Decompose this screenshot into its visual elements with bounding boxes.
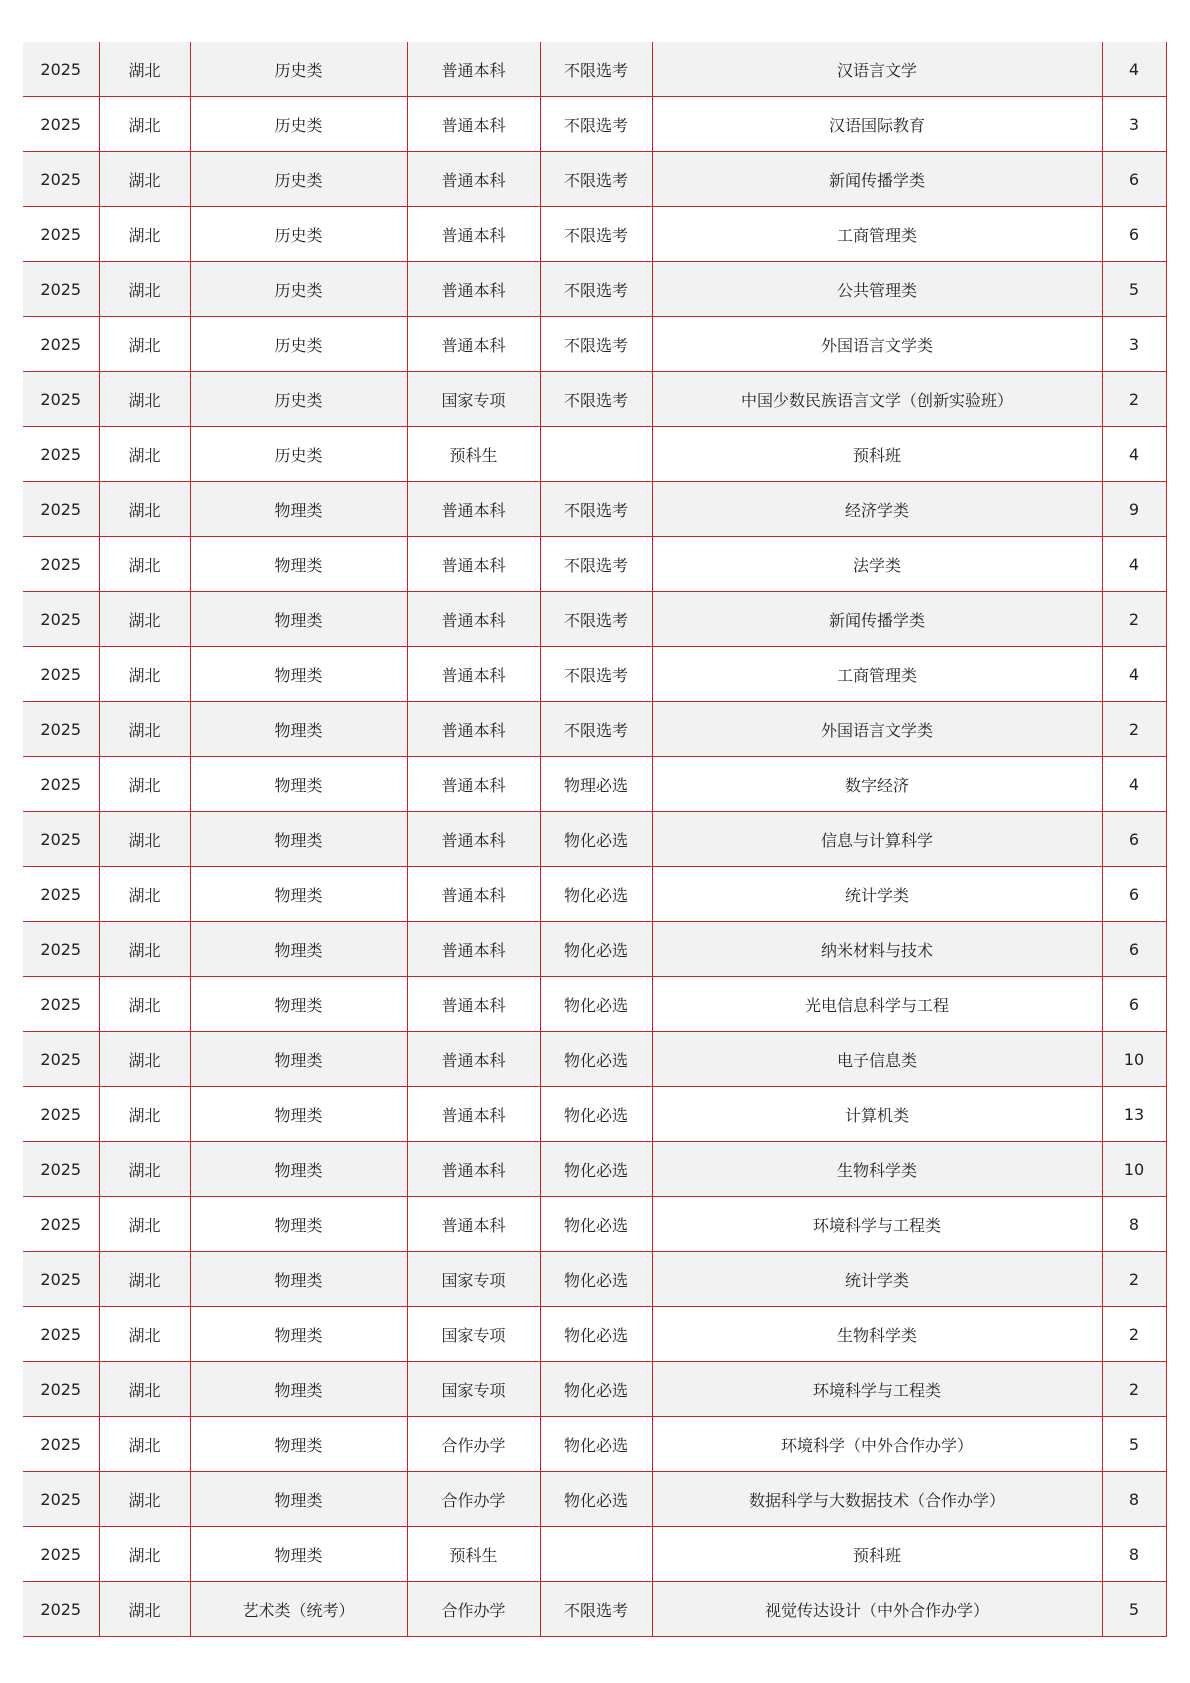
table-row (23, 1307, 1166, 1362)
plan-count-cell: 5 (1102, 262, 1166, 317)
subject-requirement-cell: 不限选考 (540, 152, 652, 207)
batch-type-cell: 普通本科 (407, 977, 540, 1032)
batch-type-cell: 国家专项 (407, 1307, 540, 1362)
year-cell: 2025 (23, 207, 99, 262)
table-row (23, 427, 1166, 482)
province-cell: 湖北 (99, 702, 190, 757)
subject-category-cell: 历史类 (190, 42, 407, 97)
table-row (23, 812, 1166, 867)
plan-count-cell: 2 (1102, 372, 1166, 427)
batch-type-cell: 国家专项 (407, 372, 540, 427)
year-cell: 2025 (23, 42, 99, 97)
admission-plan-table (23, 42, 1167, 1637)
plan-count-cell: 5 (1102, 1417, 1166, 1472)
major-cell: 电子信息类 (652, 1032, 1102, 1087)
table-row (23, 317, 1166, 372)
plan-count-cell: 13 (1102, 1087, 1166, 1142)
year-cell: 2025 (23, 1197, 99, 1252)
subject-requirement-cell: 不限选考 (540, 262, 652, 317)
province-cell: 湖北 (99, 922, 190, 977)
table-row (23, 1087, 1166, 1142)
province-cell: 湖北 (99, 1417, 190, 1472)
subject-requirement-cell (540, 427, 652, 482)
major-cell: 环境科学与工程类 (652, 1362, 1102, 1417)
plan-count-cell: 4 (1102, 537, 1166, 592)
table-row (23, 482, 1166, 537)
major-cell: 汉语言文学 (652, 42, 1102, 97)
table-row (23, 1527, 1166, 1582)
batch-type-cell: 普通本科 (407, 757, 540, 812)
subject-category-cell: 物理类 (190, 647, 407, 702)
major-cell: 计算机类 (652, 1087, 1102, 1142)
subject-requirement-cell: 不限选考 (540, 537, 652, 592)
table-row (23, 867, 1166, 922)
table-row (23, 152, 1166, 207)
province-cell: 湖北 (99, 97, 190, 152)
table-row (23, 1142, 1166, 1197)
province-cell: 湖北 (99, 152, 190, 207)
province-cell: 湖北 (99, 1307, 190, 1362)
table-row (23, 537, 1166, 592)
plan-count-cell: 3 (1102, 317, 1166, 372)
table-row (23, 1582, 1166, 1637)
plan-count-cell: 6 (1102, 977, 1166, 1032)
subject-category-cell: 物理类 (190, 1472, 407, 1527)
table-row (23, 262, 1166, 317)
plan-count-cell: 4 (1102, 427, 1166, 482)
province-cell: 湖北 (99, 867, 190, 922)
subject-requirement-cell: 物化必选 (540, 1472, 652, 1527)
subject-requirement-cell: 物化必选 (540, 867, 652, 922)
major-cell: 新闻传播学类 (652, 152, 1102, 207)
major-cell: 工商管理类 (652, 207, 1102, 262)
major-cell: 中国少数民族语言文学（创新实验班） (652, 372, 1102, 427)
subject-requirement-cell: 不限选考 (540, 647, 652, 702)
table-row (23, 1197, 1166, 1252)
year-cell: 2025 (23, 1362, 99, 1417)
table-row (23, 1472, 1166, 1527)
subject-category-cell: 物理类 (190, 1032, 407, 1087)
plan-count-cell: 4 (1102, 757, 1166, 812)
province-cell: 湖北 (99, 1252, 190, 1307)
table-row (23, 1252, 1166, 1307)
subject-category-cell: 物理类 (190, 757, 407, 812)
subject-requirement-cell: 物化必选 (540, 1197, 652, 1252)
year-cell: 2025 (23, 647, 99, 702)
major-cell: 法学类 (652, 537, 1102, 592)
subject-requirement-cell: 不限选考 (540, 1582, 652, 1637)
year-cell: 2025 (23, 372, 99, 427)
subject-requirement-cell: 物化必选 (540, 977, 652, 1032)
table-row (23, 922, 1166, 977)
province-cell: 湖北 (99, 1087, 190, 1142)
year-cell: 2025 (23, 702, 99, 757)
year-cell: 2025 (23, 262, 99, 317)
subject-category-cell: 物理类 (190, 482, 407, 537)
year-cell: 2025 (23, 1087, 99, 1142)
subject-requirement-cell: 物化必选 (540, 1032, 652, 1087)
batch-type-cell: 普通本科 (407, 1087, 540, 1142)
batch-type-cell: 普通本科 (407, 592, 540, 647)
province-cell: 湖北 (99, 482, 190, 537)
year-cell: 2025 (23, 317, 99, 372)
subject-category-cell: 历史类 (190, 372, 407, 427)
province-cell: 湖北 (99, 977, 190, 1032)
subject-requirement-cell: 不限选考 (540, 207, 652, 262)
batch-type-cell: 普通本科 (407, 42, 540, 97)
major-cell: 环境科学（中外合作办学） (652, 1417, 1102, 1472)
province-cell: 湖北 (99, 317, 190, 372)
plan-count-cell: 2 (1102, 1307, 1166, 1362)
subject-requirement-cell: 不限选考 (540, 97, 652, 152)
batch-type-cell: 普通本科 (407, 1142, 540, 1197)
subject-requirement-cell: 不限选考 (540, 42, 652, 97)
year-cell: 2025 (23, 757, 99, 812)
province-cell: 湖北 (99, 1582, 190, 1637)
subject-category-cell: 物理类 (190, 1417, 407, 1472)
year-cell: 2025 (23, 1032, 99, 1087)
batch-type-cell: 普通本科 (407, 867, 540, 922)
major-cell: 预科班 (652, 1527, 1102, 1582)
province-cell: 湖北 (99, 207, 190, 262)
year-cell: 2025 (23, 1472, 99, 1527)
major-cell: 视觉传达设计（中外合作办学） (652, 1582, 1102, 1637)
plan-count-cell: 9 (1102, 482, 1166, 537)
year-cell: 2025 (23, 1417, 99, 1472)
subject-requirement-cell: 不限选考 (540, 317, 652, 372)
batch-type-cell: 合作办学 (407, 1582, 540, 1637)
subject-category-cell: 物理类 (190, 867, 407, 922)
batch-type-cell: 国家专项 (407, 1252, 540, 1307)
table-row (23, 372, 1166, 427)
table-body (23, 42, 1166, 1637)
subject-category-cell: 物理类 (190, 1527, 407, 1582)
major-cell: 预科班 (652, 427, 1102, 482)
subject-category-cell: 物理类 (190, 537, 407, 592)
table-row (23, 702, 1166, 757)
major-cell: 环境科学与工程类 (652, 1197, 1102, 1252)
subject-category-cell: 历史类 (190, 317, 407, 372)
major-cell: 新闻传播学类 (652, 592, 1102, 647)
year-cell: 2025 (23, 152, 99, 207)
plan-count-cell: 3 (1102, 97, 1166, 152)
province-cell: 湖北 (99, 262, 190, 317)
subject-category-cell: 历史类 (190, 97, 407, 152)
subject-category-cell: 物理类 (190, 812, 407, 867)
plan-count-cell: 2 (1102, 1252, 1166, 1307)
table-row (23, 97, 1166, 152)
year-cell: 2025 (23, 1142, 99, 1197)
plan-count-cell: 5 (1102, 1582, 1166, 1637)
batch-type-cell: 普通本科 (407, 1197, 540, 1252)
year-cell: 2025 (23, 97, 99, 152)
year-cell: 2025 (23, 1252, 99, 1307)
subject-requirement-cell: 物化必选 (540, 922, 652, 977)
subject-category-cell: 物理类 (190, 1362, 407, 1417)
province-cell: 湖北 (99, 427, 190, 482)
plan-count-cell: 10 (1102, 1032, 1166, 1087)
batch-type-cell: 普通本科 (407, 1032, 540, 1087)
table-row (23, 42, 1166, 97)
year-cell: 2025 (23, 812, 99, 867)
province-cell: 湖北 (99, 42, 190, 97)
batch-type-cell: 普通本科 (407, 537, 540, 592)
subject-category-cell: 历史类 (190, 262, 407, 317)
subject-requirement-cell: 物化必选 (540, 1087, 652, 1142)
year-cell: 2025 (23, 867, 99, 922)
batch-type-cell: 普通本科 (407, 97, 540, 152)
subject-category-cell: 物理类 (190, 1307, 407, 1362)
year-cell: 2025 (23, 977, 99, 1032)
subject-requirement-cell: 物化必选 (540, 1417, 652, 1472)
batch-type-cell: 普通本科 (407, 647, 540, 702)
year-cell: 2025 (23, 537, 99, 592)
major-cell: 信息与计算科学 (652, 812, 1102, 867)
subject-category-cell: 物理类 (190, 592, 407, 647)
plan-count-cell: 6 (1102, 922, 1166, 977)
subject-category-cell: 物理类 (190, 1252, 407, 1307)
major-cell: 统计学类 (652, 1252, 1102, 1307)
plan-count-cell: 6 (1102, 152, 1166, 207)
plan-count-cell: 2 (1102, 592, 1166, 647)
batch-type-cell: 普通本科 (407, 482, 540, 537)
batch-type-cell: 预科生 (407, 1527, 540, 1582)
plan-count-cell: 6 (1102, 867, 1166, 922)
subject-requirement-cell: 不限选考 (540, 702, 652, 757)
subject-requirement-cell: 不限选考 (540, 592, 652, 647)
batch-type-cell: 合作办学 (407, 1417, 540, 1472)
subject-requirement-cell: 物化必选 (540, 812, 652, 867)
plan-count-cell: 2 (1102, 1362, 1166, 1417)
province-cell: 湖北 (99, 1197, 190, 1252)
subject-category-cell: 历史类 (190, 207, 407, 262)
major-cell: 经济学类 (652, 482, 1102, 537)
province-cell: 湖北 (99, 537, 190, 592)
subject-category-cell: 物理类 (190, 922, 407, 977)
subject-requirement-cell: 不限选考 (540, 372, 652, 427)
table-row (23, 1032, 1166, 1087)
plan-count-cell: 4 (1102, 647, 1166, 702)
subject-category-cell: 物理类 (190, 1197, 407, 1252)
table-row (23, 1417, 1166, 1472)
table-row (23, 647, 1166, 702)
year-cell: 2025 (23, 1307, 99, 1362)
major-cell: 数字经济 (652, 757, 1102, 812)
subject-requirement-cell: 物化必选 (540, 1362, 652, 1417)
major-cell: 工商管理类 (652, 647, 1102, 702)
batch-type-cell: 预科生 (407, 427, 540, 482)
subject-requirement-cell: 物化必选 (540, 1252, 652, 1307)
year-cell: 2025 (23, 592, 99, 647)
year-cell: 2025 (23, 1582, 99, 1637)
province-cell: 湖北 (99, 1032, 190, 1087)
major-cell: 外国语言文学类 (652, 317, 1102, 372)
batch-type-cell: 合作办学 (407, 1472, 540, 1527)
year-cell: 2025 (23, 922, 99, 977)
year-cell: 2025 (23, 482, 99, 537)
province-cell: 湖北 (99, 1142, 190, 1197)
batch-type-cell: 普通本科 (407, 922, 540, 977)
subject-category-cell: 物理类 (190, 1087, 407, 1142)
batch-type-cell: 普通本科 (407, 317, 540, 372)
subject-requirement-cell: 物理必选 (540, 757, 652, 812)
table-row (23, 977, 1166, 1032)
plan-count-cell: 2 (1102, 702, 1166, 757)
table-row (23, 757, 1166, 812)
subject-category-cell: 物理类 (190, 1142, 407, 1197)
batch-type-cell: 普通本科 (407, 262, 540, 317)
batch-type-cell: 普通本科 (407, 812, 540, 867)
subject-category-cell: 物理类 (190, 977, 407, 1032)
subject-category-cell: 历史类 (190, 427, 407, 482)
subject-requirement-cell: 物化必选 (540, 1142, 652, 1197)
batch-type-cell: 普通本科 (407, 207, 540, 262)
major-cell: 汉语国际教育 (652, 97, 1102, 152)
major-cell: 光电信息科学与工程 (652, 977, 1102, 1032)
province-cell: 湖北 (99, 592, 190, 647)
province-cell: 湖北 (99, 1472, 190, 1527)
subject-requirement-cell: 不限选考 (540, 482, 652, 537)
plan-count-cell: 4 (1102, 42, 1166, 97)
year-cell: 2025 (23, 1527, 99, 1582)
plan-count-cell: 8 (1102, 1472, 1166, 1527)
subject-requirement-cell (540, 1527, 652, 1582)
year-cell: 2025 (23, 427, 99, 482)
province-cell: 湖北 (99, 1527, 190, 1582)
province-cell: 湖北 (99, 647, 190, 702)
subject-category-cell: 艺术类（统考） (190, 1582, 407, 1637)
plan-count-cell: 8 (1102, 1197, 1166, 1252)
province-cell: 湖北 (99, 372, 190, 427)
batch-type-cell: 普通本科 (407, 152, 540, 207)
subject-category-cell: 历史类 (190, 152, 407, 207)
major-cell: 外国语言文学类 (652, 702, 1102, 757)
plan-count-cell: 8 (1102, 1527, 1166, 1582)
province-cell: 湖北 (99, 812, 190, 867)
subject-requirement-cell: 物化必选 (540, 1307, 652, 1362)
batch-type-cell: 普通本科 (407, 702, 540, 757)
plan-count-cell: 10 (1102, 1142, 1166, 1197)
major-cell: 数据科学与大数据技术（合作办学） (652, 1472, 1102, 1527)
batch-type-cell: 国家专项 (407, 1362, 540, 1417)
table-row (23, 207, 1166, 262)
province-cell: 湖北 (99, 757, 190, 812)
major-cell: 公共管理类 (652, 262, 1102, 317)
major-cell: 生物科学类 (652, 1307, 1102, 1362)
province-cell: 湖北 (99, 1362, 190, 1417)
major-cell: 纳米材料与技术 (652, 922, 1102, 977)
major-cell: 生物科学类 (652, 1142, 1102, 1197)
plan-count-cell: 6 (1102, 207, 1166, 262)
subject-category-cell: 物理类 (190, 702, 407, 757)
table-row (23, 1362, 1166, 1417)
table-row (23, 592, 1166, 647)
plan-count-cell: 6 (1102, 812, 1166, 867)
major-cell: 统计学类 (652, 867, 1102, 922)
admission-plan-page (23, 42, 1166, 1637)
